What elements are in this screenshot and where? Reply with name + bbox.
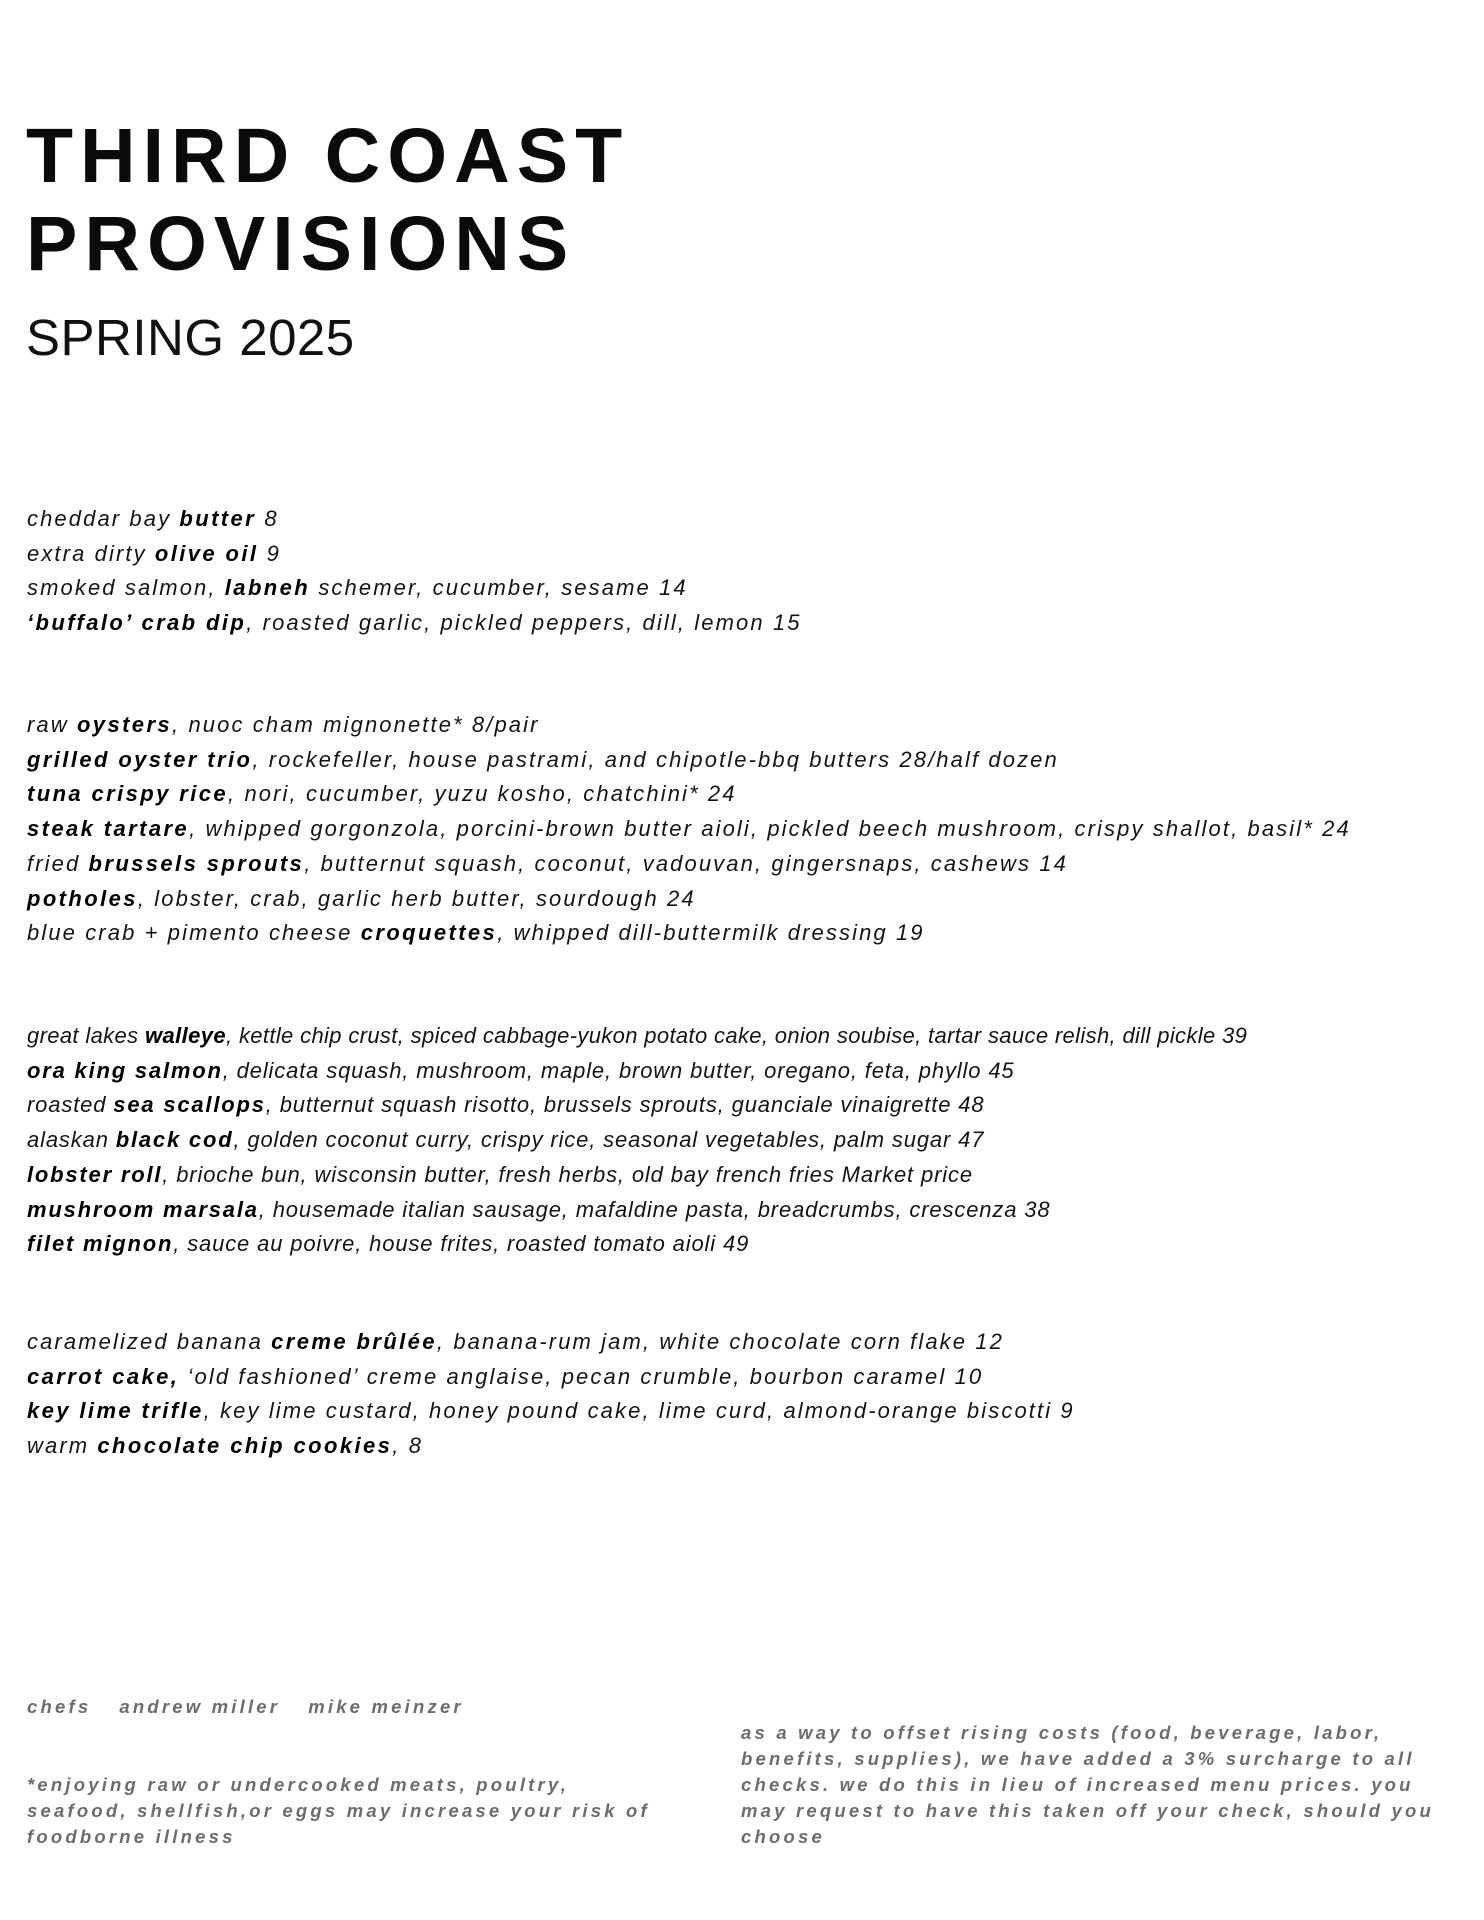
menu-item: key lime trifle, key lime custard, honey pound cake, lime curd, almond-orange biscotti 9 <box>27 1398 1075 1424</box>
menu-item: extra dirty olive oil 9 <box>27 540 281 566</box>
menu-item: filet mignon, sauce au poivre, house frites, roasted tomato aioli 49 <box>27 1231 750 1257</box>
menu-section-small-plates <box>27 708 1477 951</box>
chef-name: andrew miller <box>119 1696 281 1717</box>
menu-item: fried brussels sprouts, butternut squash, coconut, vadouvan, gingersnaps, cashews 14 <box>27 850 1068 876</box>
restaurant-name <box>26 112 629 288</box>
menu-item: great lakes walleye, kettle chip crust, spiced cabbage-yukon potato cake, onion soubise, tartar sauce relish, dill pickle 39 <box>27 1023 1248 1048</box>
menu-section-desserts <box>27 1325 1477 1464</box>
menu-item: ora king salmon, delicata squash, mushroom, maple, brown butter, oregano, feta, phyllo 45 <box>27 1057 1015 1083</box>
menu-item: smoked salmon, labneh schemer, cucumber, sesame 14 <box>27 575 688 601</box>
menu-item: grilled oyster trio, rockefeller, house pastrami, and chipotle-bbq butters 28/half dozen <box>27 746 1059 772</box>
menu-item: mushroom marsala, housemade italian sausage, mafaldine pasta, breadcrumbs, crescenza 38 <box>27 1196 1051 1222</box>
surcharge-note: as a way to offset rising costs (food, beverage, labor, benefits, supplies), we have added a 3% surcharge to all checks. we do this in lieu of increased menu prices. you may request to have this taken off your check, should you choose <box>741 1722 1434 1847</box>
menu-item: carrot cake, ‘old fashioned’ creme anglaise, pecan crumble, bourbon caramel 10 <box>27 1363 984 1389</box>
menu-item: blue crab + pimento cheese croquettes, whipped dill-buttermilk dressing 19 <box>27 920 925 946</box>
menu-item: caramelized banana creme brûlée, banana-rum jam, white chocolate corn flake 12 <box>27 1329 1004 1354</box>
menu-item: potholes, lobster, crab, garlic herb butter, sourdough 24 <box>27 885 696 911</box>
menu-item: roasted sea scallops, butternut squash risotto, brussels sprouts, guanciale vinaigrette 48 <box>27 1092 985 1118</box>
menu-item: raw oysters, nuoc cham mignonette* 8/pair <box>27 712 540 737</box>
menu-section-spreads <box>27 502 1477 641</box>
title-line-1: THIRD COAST <box>26 113 630 199</box>
menu-item: tuna crispy rice, nori, cucumber, yuzu kosho, chatchini* 24 <box>27 781 737 807</box>
title-line-2: PROVISIONS <box>26 201 576 287</box>
raw-food-warning: *enjoying raw or undercooked meats, poultry, seafood, shellfish,or eggs may increase your risk of foodborne illness <box>27 1774 650 1847</box>
chefs-credit <box>27 1694 492 1720</box>
menu-item: steak tartare, whipped gorgonzola, porcini-brown butter aioli, pickled beech mushroom, crispy shallot, basil* 24 <box>27 816 1351 842</box>
menu-item: alaskan black cod, golden coconut curry, crispy rice, seasonal vegetables, palm sugar 47 <box>27 1127 985 1153</box>
menu-section-entrees <box>27 1019 1477 1262</box>
menu-item: warm chocolate chip cookies, 8 <box>27 1433 424 1459</box>
chef-name: mike meinzer <box>308 1696 464 1717</box>
chefs-label: chefs <box>27 1696 92 1717</box>
menu-item: cheddar bay butter 8 <box>27 506 279 531</box>
menu-item: lobster roll, brioche bun, wisconsin butter, fresh herbs, old bay french fries Market price <box>27 1161 973 1187</box>
season-label: SPRING 2025 <box>26 309 355 366</box>
menu-item: ‘buffalo’ crab dip, roasted garlic, pickled peppers, dill, lemon 15 <box>27 610 802 636</box>
